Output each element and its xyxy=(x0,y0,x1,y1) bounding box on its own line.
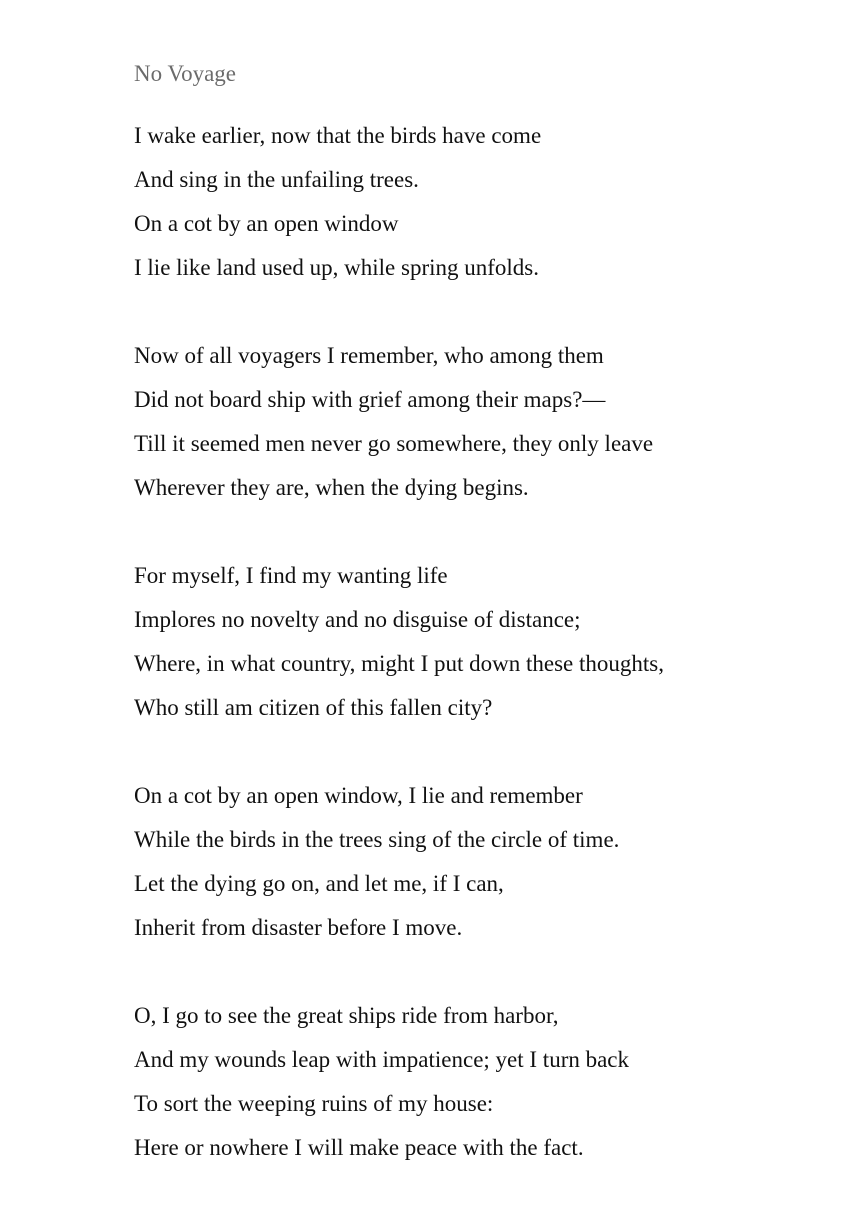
poem-line: On a cot by an open window, I lie and remember xyxy=(134,783,583,808)
poem-line: I lie like land used up, while spring unfolds. xyxy=(134,255,539,280)
poem-line: For myself, I find my wanting life xyxy=(134,563,448,588)
poem-line: Wherever they are, when the dying begins. xyxy=(134,475,529,500)
poem-line: Who still am citizen of this fallen city? xyxy=(134,695,493,720)
poem-line: On a cot by an open window xyxy=(134,211,399,236)
poem-line: And my wounds leap with impatience; yet I turn back xyxy=(134,1047,630,1072)
poem-line: Till it seemed men never go somewhere, they only leave xyxy=(134,431,654,456)
poem-line: And sing in the unfailing trees. xyxy=(134,167,419,192)
stanza-5 xyxy=(134,994,834,1170)
stanza-2 xyxy=(134,334,834,510)
poem-line: Did not board ship with grief among their maps?— xyxy=(134,387,606,412)
poem-line: Now of all voyagers I remember, who among them xyxy=(134,343,604,368)
poem-title: No Voyage xyxy=(134,61,237,86)
poem-line: Where, in what country, might I put down these thoughts, xyxy=(134,651,664,676)
poem-line: I wake earlier, now that the birds have come xyxy=(134,123,542,148)
poem-line: Here or nowhere I will make peace with the fact. xyxy=(134,1135,584,1160)
poem-line: Let the dying go on, and let me, if I can, xyxy=(134,871,504,896)
poem-line: To sort the weeping ruins of my house: xyxy=(134,1091,494,1116)
stanza-1 xyxy=(134,114,834,290)
poem-line: Implores no novelty and no disguise of distance; xyxy=(134,607,581,632)
poem xyxy=(134,58,834,1214)
poem-line: Inherit from disaster before I move. xyxy=(134,915,463,940)
stanza-4 xyxy=(134,774,834,950)
stanza-3 xyxy=(134,554,834,730)
poem-line: While the birds in the trees sing of the circle of time. xyxy=(134,827,620,852)
poem-line: O, I go to see the great ships ride from harbor, xyxy=(134,1003,559,1028)
